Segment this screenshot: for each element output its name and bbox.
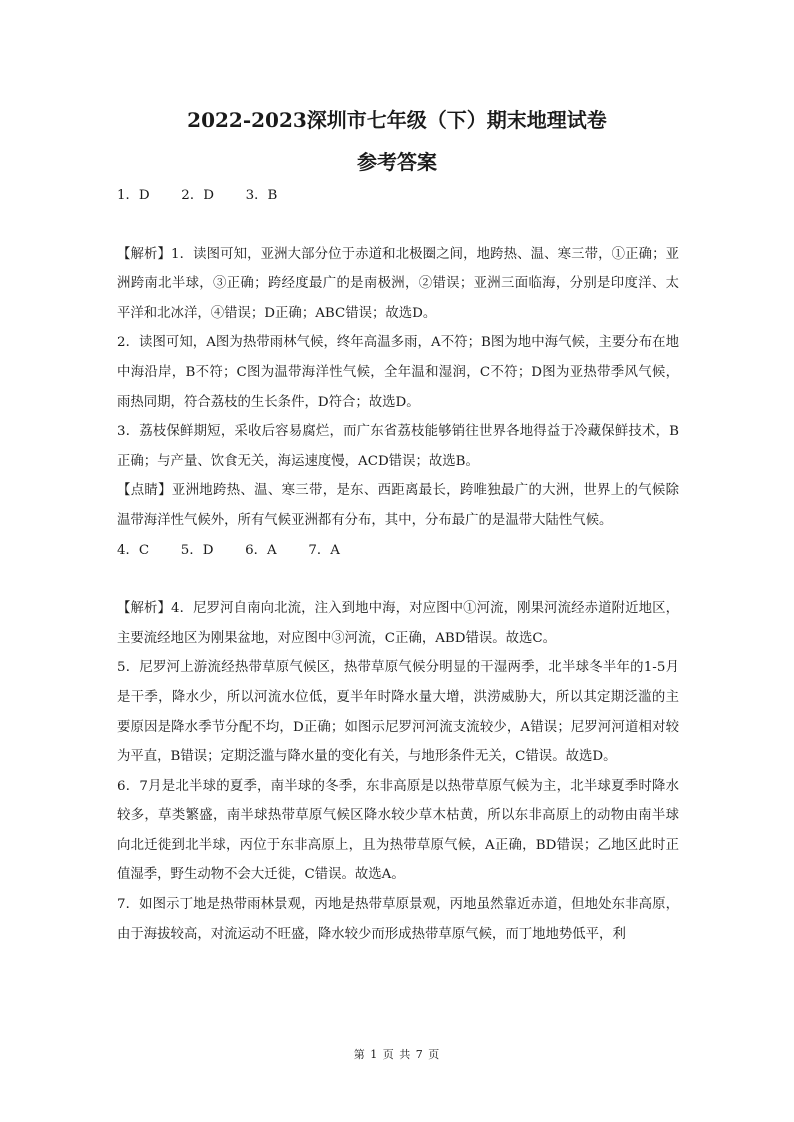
page-subtitle: 参考答案 — [357, 150, 437, 174]
key-point-paragraph: 【点睛】亚洲地跨热、温、寒三带，是东、西距离最长，跨唯独最广的大洲，世界上的气候除温带海洋性气候外，所有气候亚洲都有分布，其中，分布最广的是温带大陆性气候。 — [117, 483, 679, 528]
answer-body — [117, 181, 679, 949]
answer-line-1-3: 1．D 2．D 3．B — [117, 188, 278, 203]
answer-line-4-7: 4．C 5．D 6．A 7．A — [117, 542, 340, 558]
explanation-paragraph: 6．7月是北半球的夏季，南半球的冬季，东非高原是以热带草原气候为主，北半球夏季时降水较多，草类繁盛，南半球热带草原气候区降水较少草木枯黄，所以东非高原上的动物由南半球向北迁徙到北半球，丙位于东非高原上，且为热带草原气候，A正确，BD错误；乙地区此时正值湿季，野生动物不会大迁徙，C错误。故选A。 — [117, 778, 679, 883]
spacer — [117, 565, 679, 594]
page-title: 2022-2023深圳市七年级（下）期末地理试卷 — [187, 108, 607, 132]
explanation-paragraph: 【解析】1．读图可知，亚洲大部分位于赤道和北极圈之间，地跨热、温、寒三带，①正确；亚洲跨南北半球，③正确；跨经度最广的是南极洲，②错误；亚洲三面临海，分别是印度洋、太平洋和北冰洋，④错误；D正确；ABC错误；故选D。 — [117, 246, 679, 321]
page-footer: 第 1 页 共 7 页 — [353, 1048, 441, 1061]
explanation-paragraph: 3．荔枝保鲜期短，采收后容易腐烂，而广东省荔枝能够销往世界各地得益于冷藏保鲜技术，B正确；与产量、饮食无关，海运速度慢，ACD错误；故选B。 — [117, 424, 679, 469]
explanation-paragraph: 7．如图示丁地是热带雨林景观，丙地是热带草原景观，丙地虽然靠近赤道，但地处东非高原，由于海拔较高，对流运动不旺盛，降水较少而形成热带草原气候，而丁地地势低平，利 — [117, 897, 679, 942]
explanation-paragraph: 【解析】4．尼罗河自南向北流，注入到地中海，对应图中①河流，刚果河流经赤道附近地区，主要流经地区为刚果盆地，对应图中③河流，C正确，ABD错误。故选C。 — [117, 601, 679, 646]
explanation-paragraph: 2．读图可知，A图为热带雨林气候，终年高温多雨，A不符；B图为地中海气候，主要分布在地中海沿岸，B不符；C图为温带海洋性气候，全年温和湿润，C不符；D图为亚热带季风气候，雨热同期，符合荔枝的生长条件，D符合；故选D。 — [117, 335, 679, 410]
spacer — [117, 211, 679, 240]
explanation-paragraph: 5．尼罗河上游流经热带草原气候区，热带草原气候分明显的干湿两季，北半球冬半年的1-5月是干季，降水少，所以河流水位低，夏半年时降水量大增，洪涝威胁大，所以其定期泛滥的主要原因是降水季节分配不均，D正确；如图示尼罗河河流支流较少，A错误；尼罗河河道相对较为平直，B错误；定期泛滥与降水量的变化有关，与地形条件无关，C错误。故选D。 — [117, 660, 679, 765]
